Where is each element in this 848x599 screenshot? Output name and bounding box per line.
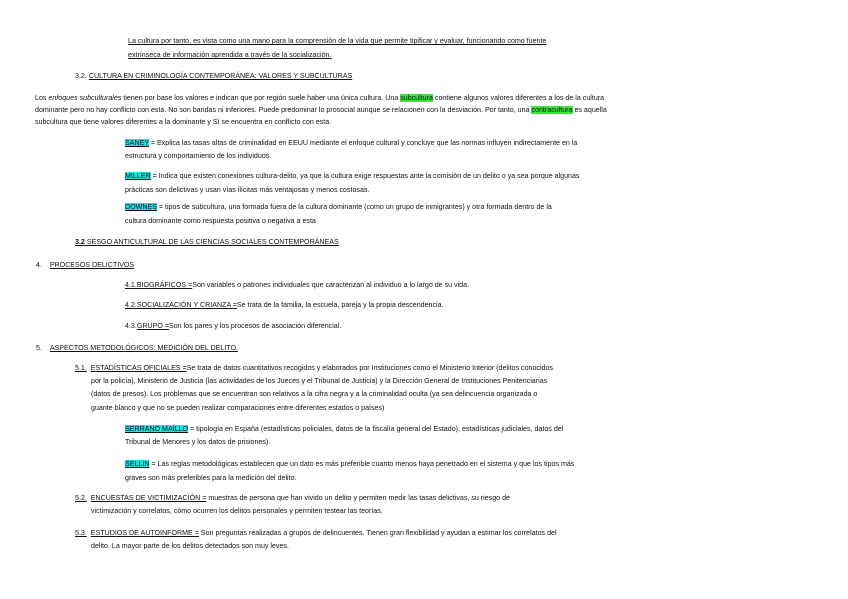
author-label-saney: SANEY: [125, 139, 149, 147]
item-5-3-line-2: delito. La mayor parte de los delitos detectados son muy leves.: [91, 542, 289, 550]
item-number: 4.3.: [125, 322, 137, 330]
highlight-contracultura: contracultura: [531, 106, 573, 114]
text-run: Los: [35, 94, 49, 102]
text-run: = tipología en España (estadísticas policiales, datos de la fiscalía general del Estado), estadísticas judiciales, datos del: [188, 425, 564, 433]
item-5-1-line-1: [75, 364, 553, 373]
subculture-paragraph-line-3: subcultura que tiene valores diferentes a la dominante y Sí se encuentra en conflicto con esta.: [35, 118, 332, 126]
text-run: = Indica que existen conexiones cultura-delito, ya que la cultura exige respuestas ante la comisión de un delito o ya sea porque algunas: [150, 172, 580, 180]
subculture-paragraph-line-1: [35, 94, 604, 103]
sellin-entry-line-2: graves son más preferibles para la medición del delito.: [125, 474, 297, 482]
section-3-2-heading: [75, 72, 352, 81]
author-label-miller: MILLER: [125, 172, 151, 180]
downes-entry-line-1: [125, 203, 552, 212]
section-5-heading: [36, 344, 238, 353]
section-number: 3.2: [75, 238, 85, 246]
item-5-1-line-3: (datos de presos). Los problemas que se encuentran son relativos a la cifra negra y a la criminalidad oculta (ya sea delincuencia organizada o: [91, 390, 538, 398]
item-label: 4.2.SOCIALIZACIÓN Y CRIANZA =: [125, 301, 237, 309]
author-label-sellin: SELLIN: [125, 460, 150, 468]
author-label-serrano: SERRANO MAÍLLO: [125, 425, 189, 433]
item-4-2: [125, 301, 444, 310]
text-run: = Las reglas metodológicas establecen que un dato es más preferible cuanto menos haya penetrado en el sistema y que los tipos más: [149, 460, 575, 468]
item-number: 5.2.: [75, 494, 87, 502]
text-run: = tipos de subcultura, una formada fuera de la cultura dominante (como un grupo de inmigrantes) y otra formada dentro de la: [156, 203, 552, 211]
intro-line-2: extrínseca de información aprendida a través de la socialización.: [128, 51, 332, 59]
item-5-2-line-1: [75, 494, 510, 503]
item-label: ESTUDIOS DE AUTOINFORME =: [90, 529, 199, 537]
text-run: = Explica las tasas altas de criminalidad en EEUU mediante el enfoque cultural y concluye que las normas influyen indirectamente en la: [148, 139, 578, 147]
item-5-1-line-4: guante blanco y que no se pueden realizar comparaciones entre diferentes estados o países): [91, 404, 385, 412]
item-5-1-line-2: por la policía), Ministerio de Justicia (las actividades de los Jueces y el Tribunal de Justicia) y la Dirección General de Instituciones Penitenciarias: [91, 377, 548, 385]
serrano-entry-line-1: [125, 425, 563, 434]
section-title: PROCESOS DELICTIVOS: [49, 261, 135, 269]
intro-line-1: La cultura por tanto, es vista como una mano para la comprensión de la vida que permite tipificar y evaluar, funcionando como fuente: [128, 37, 547, 45]
section-4-heading: [36, 261, 134, 270]
subculture-paragraph-line-2: [35, 106, 607, 115]
downes-entry-line-2: cultura dominante como respuesta positiva o negativa a esta: [125, 217, 316, 225]
item-number: 5.3.: [75, 529, 87, 537]
item-label: GRUPO =: [136, 322, 169, 330]
saney-entry-line-1: [125, 139, 577, 148]
saney-entry-line-2: estructura y comportamiento de los individuos.: [125, 152, 272, 160]
text-run: contiene algunos valores diferentes a los de la cultura: [432, 94, 605, 102]
text-run: Son preguntas realizadas a grupos de delincuentes. Tienen gran flexibilidad y ayudan a estimar los correlatos del: [198, 529, 557, 537]
author-label-downes: DOWNES: [125, 203, 157, 211]
item-number: 5.1.: [75, 364, 87, 372]
item-text: Son los pares y los procesos de asociación diferencial.: [168, 322, 342, 330]
item-label: ENCUESTAS DE VICTIMIZACIÓN =: [90, 494, 207, 502]
miller-entry-line-2: prácticas son delictivas y usan vías ilícitas más ventajosas y menos costosas.: [125, 186, 370, 194]
item-5-3-line-1: [75, 529, 557, 538]
section-3-2-sesgo-heading: [75, 238, 339, 247]
text-run: Se trata de datos cuantitativos recogidos y elaborados por Instituciones como el Ministerio Interior (delitos conocidos: [186, 364, 553, 372]
item-label: ESTADÍSTICAS OFICIALES =: [90, 364, 187, 372]
text-run: es aquella: [572, 106, 607, 114]
section-title: SESGO ANTICULTURAL DE LAS CIENCIAS SOCIALES CONTEMPORÁNEAS: [86, 238, 339, 246]
item-text: Se trata de la familia, la escuela, pareja y la propia descendencia.: [236, 301, 444, 309]
italic-term: enfoques subculturales: [48, 94, 122, 102]
item-5-2-line-2: victimización y correlatos, cómo ocurren los delitos personales y permiten testear las teorías.: [91, 507, 383, 515]
section-number: 4.: [36, 261, 42, 269]
item-label: 4.1.BIOGRÁFICOS =: [125, 281, 193, 289]
section-title: CULTURA EN CRIMINOLOGÍA CONTEMPORÁNEA: VALORES Y SUBCULTURAS: [88, 72, 353, 80]
highlight-subcultura: subcultura: [400, 94, 433, 102]
serrano-entry-line-2: Tribunal de Menores y los datos de prisiones).: [125, 438, 271, 446]
item-4-3: [125, 322, 341, 331]
section-number: 3.2.: [75, 72, 87, 80]
text-run: muestras de persona que han vivido un delito y permiten medir las tasas delictivas, su riesgo de: [206, 494, 510, 502]
sellin-entry-line-1: [125, 460, 574, 469]
item-4-1: [125, 281, 469, 290]
miller-entry-line-1: [125, 172, 579, 181]
section-number: 5.: [36, 344, 42, 352]
section-title: ASPECTOS METODOLÓGICOS: MEDICIÓN DEL DELITO.: [49, 344, 238, 352]
text-run: dominante pero no hay conflicto con esta. No son bandas ni inferiores. Puede predominar lo prosocial aunque se relacionen con la desviación. Por tanto, una: [35, 106, 532, 114]
text-run: tienen por base los valores e indican que por región suele haber una única cultura. Una: [121, 94, 401, 102]
item-text: Son variables o patrones individuales que caracterizan al individuo a lo largo de su vida.: [192, 281, 470, 289]
